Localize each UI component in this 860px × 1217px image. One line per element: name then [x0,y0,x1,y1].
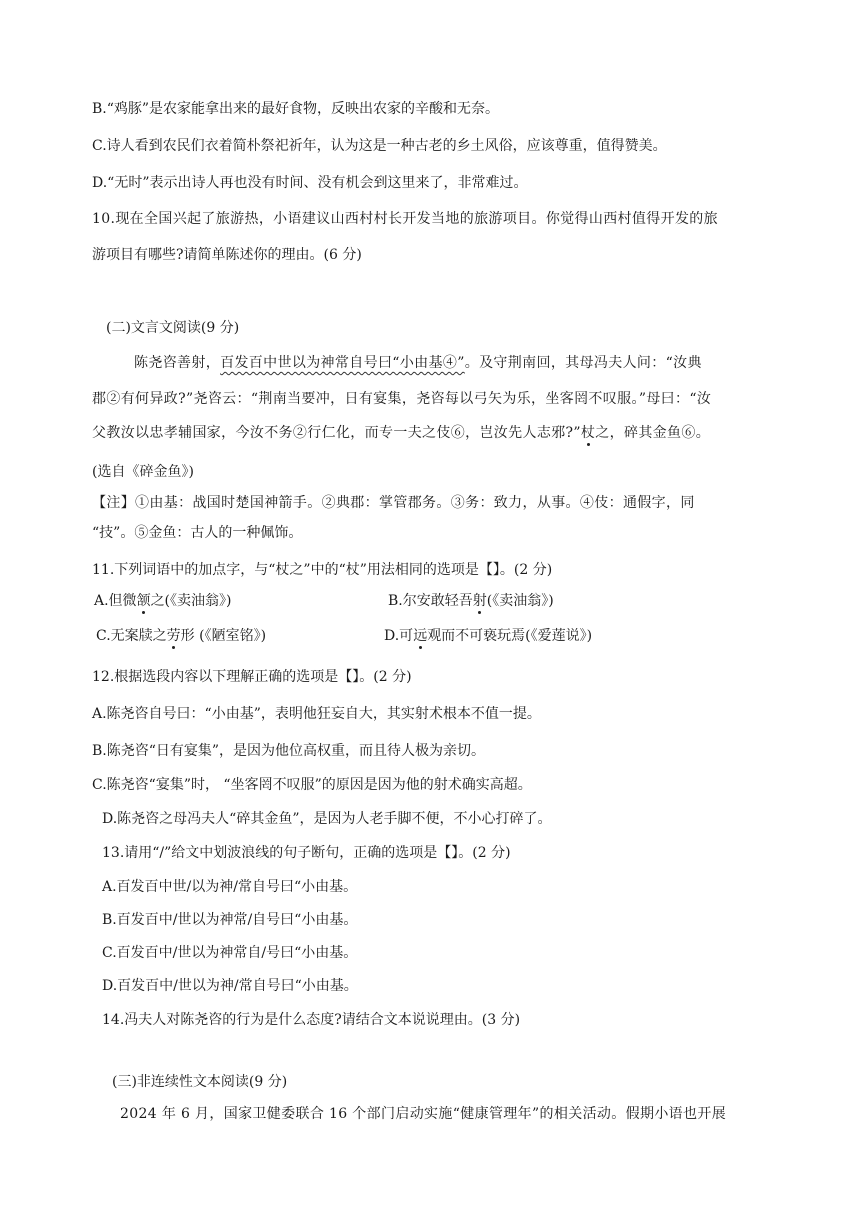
q13-option-d: D.百发百中/世以为神/常自号曰“小由基。 [102,978,358,994]
q13-option-a: A.百发百中世/以为神/常自号曰“小由基。 [102,879,358,895]
q11-option-c: C.无案牍之劳形 (《陋室铭》) [96,628,267,644]
q12-option-c: C.陈尧咨“宴集”时， “坐客罔不叹服”的原因是因为他的射术确实高超。 [92,777,532,793]
q11-stem: 11.下列词语中的加点字，与“杖之”中的“杖”用法相同的选项是【】。(2 分) [92,562,553,578]
q11-option-d: D.可远观而不可亵玩焉(《爱莲说》) [384,628,593,644]
wavy-underlined-sentence: 百发百中世以为神常自号曰“小由基④” [220,355,465,371]
dotted-char: 远 [413,628,428,644]
section3-heading: (三)非连续性文本阅读(9 分) [112,1074,288,1090]
notes-line1: 【注】①由基：战国时楚国神箭手。②典郡：掌管郡务。③务：致力，从事。④伎：通假字，同 [92,495,695,511]
passage-line1 [134,353,702,373]
passage-text: 之，碎其金鱼⑥。 [595,425,711,441]
passage-line2: 郡②有何异政?”尧咨云：“荆南当要冲，日有宴集，尧咨每以弓矢为乐，坐客罔不叹服。”母曰：“汝 [92,391,712,407]
q10-stem-line1: 10.现在全国兴起了旅游热，小语建议山西村村长开发当地的旅游项目。你觉得山西村值得开发的旅 [92,211,719,227]
q14-stem: 14.冯夫人对陈尧咨的行为是什么态度?请结合文本说说理由。(3 分) [102,1012,521,1028]
dotted-char-zhang: 杖 [580,425,596,441]
passage-text: 陈尧咨善射， [134,355,221,371]
section3-paragraph: 2024 年 6 月，国家卫健委联合 16 个部门启动实施“健康管理年”的相关活动。假期小语也开展 [120,1106,727,1122]
q9-option-b: B.“鸡豚”是农家能拿出来的最好食物，反映出农家的辛酸和无奈。 [92,101,500,117]
dotted-char: 颔 [136,593,151,609]
q13-stem: 13.请用“/”给文中划波浪线的句子断句，正确的选项是【】。(2 分) [102,845,511,861]
notes-line2: “技”。⑤金鱼：古人的一种佩饰。 [92,525,303,541]
q9-option-c: C.诗人看到农民们衣着简朴祭祀祈年，认为这是一种古老的乡土风俗，应该尊重，值得赞美。 [92,138,667,154]
q11-option-b: B.尔安敢轻吾射(《卖油翁》) [388,593,554,609]
q12-option-b: B.陈尧咨“日有宴集”，是因为他位高权重，而且待人极为亲切。 [92,743,486,759]
q11-option-a: A.但微颔之(《卖油翁》) [94,593,232,609]
section2-heading: (二)文言文阅读(9 分) [106,320,240,336]
q13-option-b: B.百发百中/世以为神常/自号曰“小由基。 [102,912,358,928]
dotted-char: 射 [472,593,487,609]
q13-option-c: C.百发百中/世以为神常自/号曰“小由基。 [102,945,358,961]
q12-option-d: D.陈尧咨之母冯夫人“碎其金鱼”，是因为人老手脚不便，不小心打碎了。 [102,811,552,827]
passage-source: (选自《碎金鱼》) [92,464,194,480]
dotted-char: 劳 [166,628,181,644]
q12-stem: 12.根据选段内容以下理解正确的选项是【】。(2 分) [92,669,412,685]
passage-text: 。及守荆南回，其母冯夫人问：“汝典 [464,355,702,371]
q9-option-d: D.“无时”表示出诗人再也没有时间、没有机会到这里来了，非常难过。 [92,175,528,191]
q10-stem-line2: 游项目有哪些?请简单陈述你的理由。(6 分) [92,247,362,263]
q12-option-a: A.陈尧咨自号曰：“小由基”，表明他狂妄自大，其实射术根本不值一提。 [92,706,541,722]
passage-line3 [92,423,710,443]
passage-text: 父教汝以忠孝辅国家，今汝不务②行仁化，而专一夫之伎⑥，岂汝先人志邪?” [92,425,581,441]
